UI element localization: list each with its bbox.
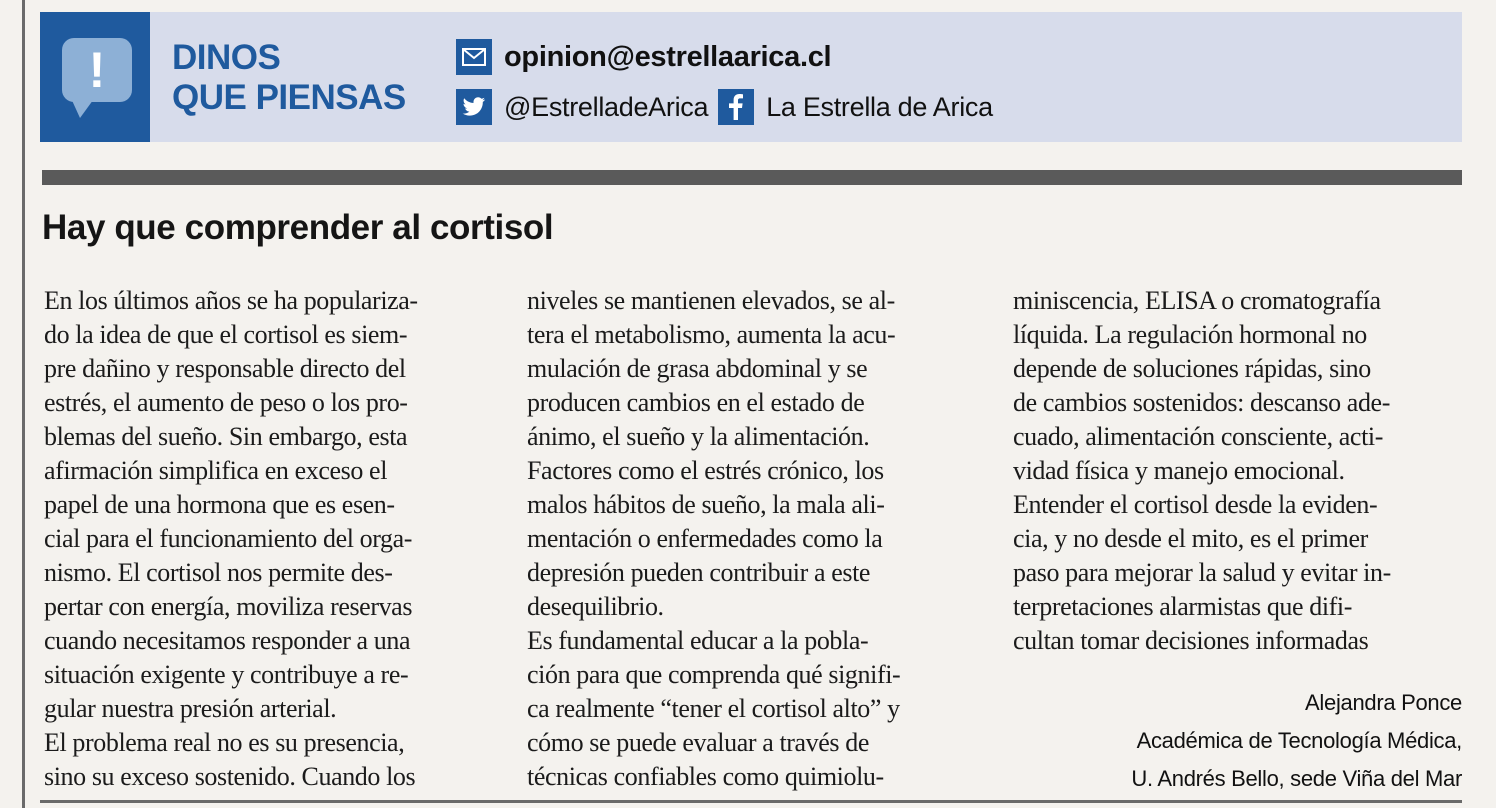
banner-title [172, 38, 406, 118]
email-row[interactable] [456, 39, 831, 75]
exclamation-bubble-icon: ! [40, 12, 150, 142]
banner-title-line1: DINOS [172, 38, 281, 77]
banner-title-line2: QUE PIENSAS [172, 78, 406, 117]
social-row [456, 89, 993, 125]
article-column-3: miniscencia, ELISA o cromatografía líquida. La regulación hormonal no depende de soluciones rápidas, sino de cambios sostenidos: descanso ade- cuado, alimentación consciente, acti- vidad física y manejo emocional. Entender el cortisol desde la eviden- cia, y no desde el mito, es el primer paso para mejorar la salud y evitar in- terpretaciones alarmistas que difi- cultan tomar decisiones informadas [1013, 286, 1391, 655]
twitter-handle[interactable]: @EstrelladeArica [504, 91, 709, 122]
author-role: Académica de Tecnología Médica, [1136, 728, 1462, 753]
facebook-icon[interactable] [718, 89, 754, 125]
page-left-rule [22, 0, 25, 808]
section-divider-bar [42, 170, 1462, 185]
article-headline: Hay que comprender al cortisol [42, 208, 554, 247]
author-signature [1131, 684, 1462, 798]
author-name: Alejandra Ponce [1305, 690, 1462, 715]
article-column-2: niveles se mantienen elevados, se al- tera el metabolismo, aumenta la acu- mulación de grasa abdominal y se producen cambios en el estado de ánimo, el sueño y la alimentación. Factores como el estrés crónico, los malos hábitos de sueño, la mala ali- mentación o enfermedades como la depresión pueden contribuir a este desequilibrio. Es fundamental educar a la pobla- ción para que comprenda qué signifi- ca realmente “tener el cortisol alto” y cómo se puede evaluar a través de técnicas confiables como quimiolu- [527, 286, 901, 791]
facebook-page[interactable]: La Estrella de Arica [766, 91, 993, 122]
article-column-1: En los últimos años se ha populariza- do la idea de que el cortisol es siem- pre dañino y responsable directo del estrés, el aumento de peso o los pro- blemas del sueño. Sin embargo, esta afirmación simplifica en exceso el papel de una hormona que es esen- cial para el funcionamiento del orga- nismo. El cortisol nos permite des- pertar con energía, moviliza reservas cuando necesitamos responder a una situación exigente y contribuye a re- gular nuestra presión arterial. El problema real no es su presencia, sino su exceso sostenido. Cuando los [44, 286, 418, 791]
author-affiliation: U. Andrés Bello, sede Viña del Mar [1131, 766, 1462, 791]
envelope-icon [456, 39, 492, 75]
opinion-banner [40, 12, 1462, 142]
email-address[interactable]: opinion@estrellaarica.cl [504, 40, 832, 73]
twitter-bird-icon[interactable] [456, 89, 492, 125]
page-bottom-rule [40, 800, 1462, 803]
